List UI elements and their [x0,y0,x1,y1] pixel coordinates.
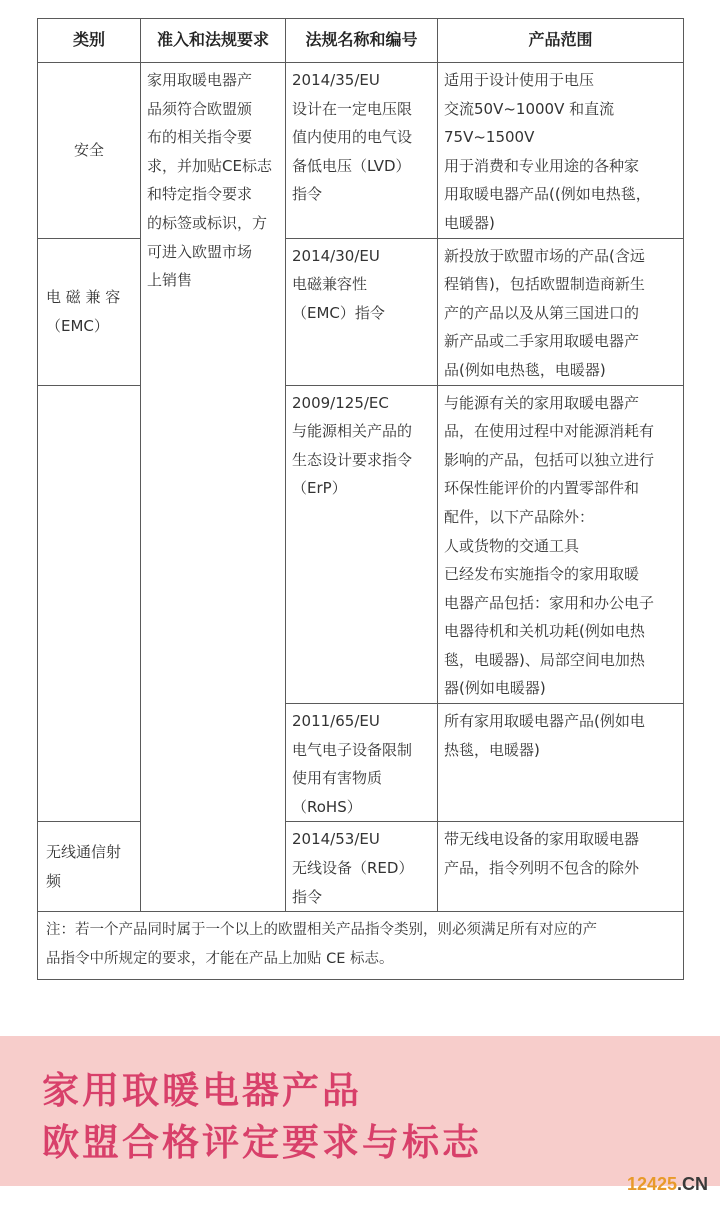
category-cell-empty [38,385,141,822]
regulation-text: 2014/30/EU 电磁兼容性 （EMC）指令 [292,246,385,322]
regulation-cell [286,704,438,822]
scope-cell [438,704,684,822]
note-text: 注：若一个产品同时属于一个以上的欧盟相关产品指令类别，则必须满足所有对应的产 品指令中所规定的要求，才能在产品上加贴 CE 标志。 [46,922,597,968]
scope-cell [438,385,684,704]
category-cell [38,238,141,385]
regulation-table [37,18,684,980]
regulation-cell [286,238,438,385]
scope-text: 新投放于欧盟市场的产品(含远 程销售)，包括欧盟制造商新生 产的产品以及从第三国进口的 新产品或二手家用取暖电器产 品(例如电热毯，电暖器) [444,246,645,379]
category-emc: 电 磁 兼 容 （EMC） [46,287,121,335]
header-scope: 产品范围 [438,19,684,63]
regulation-cell [286,63,438,239]
category-cell [38,822,141,912]
requirement-text: 家用取暖电器产 品须符合欧盟颁 布的相关指令要 求，并加贴CE标志 和特定指令要求 的标签或标识，方 可进入欧盟市场 上销售 [147,71,272,290]
scope-text: 所有家用取暖电器产品(例如电 热毯，电暖器) [444,712,645,759]
table-row [38,385,684,704]
scope-cell [438,822,684,912]
regulation-text: 2014/35/EU 设计在一定电压限 值内使用的电气设 备低电压（LVD） 指令 [292,71,413,204]
table-row [38,822,684,912]
category-wireless: 无线通信射 频 [46,843,122,890]
scope-text: 与能源有关的家用取暖电器产 品，在使用过程中对能源消耗有 影响的产品，包括可以独立进行 环保性能评价的内置零部件和 配件，以下产品除外： 人或货物的交通工具 已经发布实施指令的家用取暖 电器产品包括：家用和办公电子 电器待机和关机功耗(例如电热 毯，电暖器)、局部空间电加热 器(例如电暖器) [444,393,655,698]
title-banner [0,1036,720,1186]
table-row [38,63,684,239]
table-row [38,238,684,385]
site-watermark [627,1174,708,1195]
watermark-number: 12425 [626,1174,677,1194]
header-category: 类别 [38,19,141,63]
header-requirement: 准入和法规要求 [141,19,286,63]
regulation-text: 2014/53/EU 无线设备（RED） 指令 [292,830,414,906]
scope-cell [438,238,684,385]
banner-title-line1: 家用取暖电器产品 [42,1069,362,1112]
note-cell [38,912,684,980]
scope-cell [438,63,684,239]
header-regulation: 法规名称和编号 [286,19,438,63]
watermark-domain: .CN [677,1174,708,1194]
category-cell [38,63,141,239]
category-safety: 安全 [73,140,104,159]
note-row [38,912,684,980]
table-header-row [38,19,684,63]
scope-text: 带无线电设备的家用取暖电器 产品，指令列明不包含的除外 [444,830,640,878]
regulation-cell [286,822,438,912]
regulation-text: 2011/65/EU 电气电子设备限制 使用有害物质 （RoHS） [292,712,413,816]
requirement-cell [141,63,286,912]
regulation-cell [286,385,438,704]
regulation-text: 2009/125/EC 与能源相关产品的 生态设计要求指令 （ErP） [292,393,413,498]
scope-text: 适用于设计使用于电压 交流50V~1000V 和直流 75V~1500V 用于消费和专业用途的各种家 用取暖电器产品((例如电热毯， 电暖器) [444,71,651,232]
banner-title-line2: 欧盟合格评定要求与标志 [42,1121,482,1164]
